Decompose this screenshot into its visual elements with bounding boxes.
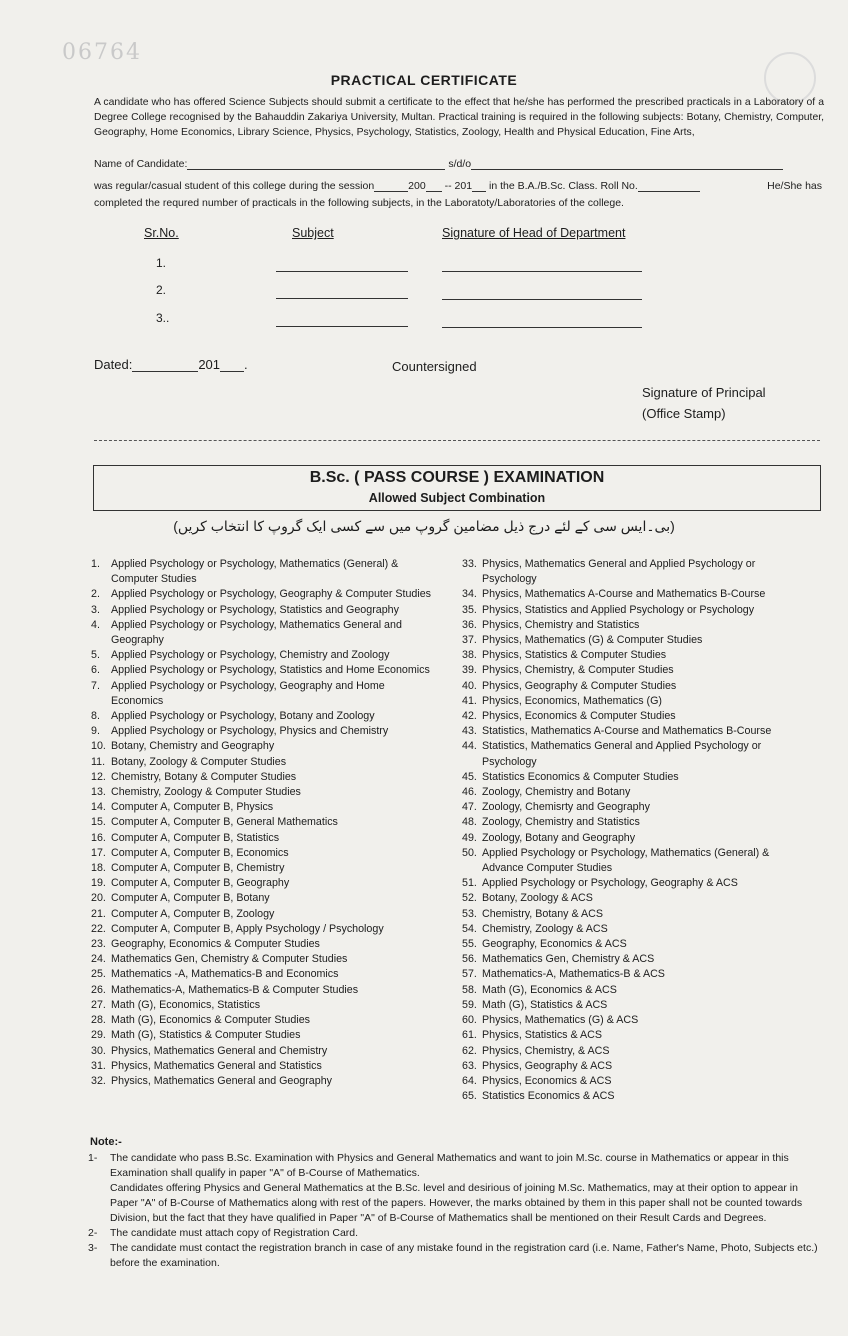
- sr-row-3: 3..: [156, 311, 170, 325]
- combination-item: [91, 815, 431, 830]
- combination-number: 42.: [462, 710, 477, 723]
- combination-item: [91, 967, 431, 982]
- combination-text: Physics, Mathematics General and Statistics: [111, 1059, 322, 1072]
- combination-item: [91, 922, 431, 937]
- combination-number: 1.: [91, 558, 100, 570]
- combination-number: 65.: [462, 1090, 477, 1103]
- principal-block: [642, 382, 766, 424]
- combination-text: Mathematics-A, Mathematics-B & Computer Studies: [111, 983, 359, 996]
- combination-item: [91, 876, 431, 891]
- completed-text: completed the requred number of practicals in the following subjects, in the Laboratoty/Laboratories of the college.: [94, 197, 624, 209]
- combination-item: [91, 770, 431, 785]
- combination-text: Physics, Economics & Computer Studies: [482, 710, 676, 723]
- combination-text: Botany, Zoology & ACS: [482, 892, 593, 905]
- combination-item: [91, 1059, 431, 1074]
- combination-item: [91, 755, 431, 770]
- combination-number: 15.: [91, 816, 106, 829]
- he-she-has-text: He/She has: [767, 180, 822, 192]
- combination-item: [91, 709, 431, 724]
- combination-text: Chemistry, Zoology & ACS: [482, 922, 608, 935]
- combination-number: 50.: [462, 846, 477, 859]
- subject-line-1[interactable]: [276, 271, 408, 272]
- combination-text: Applied Psychology or Psychology, Botany and Zoology: [111, 710, 375, 723]
- combination-text: Applied Psychology or Psychology, Mathematics (General) & Computer Studies: [111, 558, 399, 586]
- combination-text: Zoology, Chemisrty and Geography: [482, 801, 650, 814]
- combination-item: [462, 739, 802, 769]
- combination-number: 20.: [91, 892, 106, 905]
- note-number: 2-: [88, 1227, 98, 1239]
- combination-number: 6.: [91, 664, 100, 677]
- combination-number: 14.: [91, 801, 106, 814]
- combination-item: [462, 603, 802, 618]
- combination-item: [462, 1074, 802, 1089]
- col-signature: Signature of Head of Department: [442, 226, 626, 240]
- combination-item: [462, 937, 802, 952]
- combinations-left-column: [91, 557, 431, 1089]
- combination-item: [462, 663, 802, 678]
- combination-text: Zoology, Chemistry and Statistics: [482, 816, 640, 829]
- combination-number: 51.: [462, 877, 477, 890]
- combination-item: [91, 663, 431, 678]
- combination-number: 44.: [462, 740, 477, 753]
- combination-number: 9.: [91, 725, 100, 738]
- combination-item: [462, 587, 802, 602]
- combination-number: 28.: [91, 1014, 106, 1027]
- notes-heading: Note:-: [90, 1136, 122, 1148]
- combination-number: 23.: [91, 938, 106, 951]
- combination-number: 7.: [91, 679, 100, 692]
- combination-text: Math (G), Economics, Statistics: [111, 998, 261, 1011]
- combination-text: Applied Psychology or Psychology, Chemistry and Zoology: [111, 649, 390, 662]
- combination-text: Statistics Economics & Computer Studies: [482, 770, 679, 783]
- combination-item: [462, 998, 802, 1013]
- combination-number: 30.: [91, 1044, 106, 1057]
- combination-item: [462, 557, 802, 587]
- combination-number: 2.: [91, 588, 100, 601]
- combination-text: Applied Psychology or Psychology, Physics and Chemistry: [111, 725, 389, 738]
- combination-item: [462, 785, 802, 800]
- combination-number: 56.: [462, 953, 477, 966]
- combination-text: Applied Psychology or Psychology, Statistics and Home Economics: [111, 664, 430, 677]
- name-field[interactable]: [187, 158, 445, 170]
- combination-number: 19.: [91, 877, 106, 890]
- sr-row-1: 1.: [156, 256, 167, 270]
- combination-text: Applied Psychology or Psychology, Geography & Computer Studies: [111, 588, 432, 601]
- combination-text: Physics, Mathematics General and Applied Psychology or Psychology: [482, 558, 756, 586]
- combination-text: Computer A, Computer B, Zoology: [111, 907, 275, 920]
- note-number: 3-: [88, 1242, 98, 1254]
- combination-item: [91, 891, 431, 906]
- note-text: [110, 1151, 818, 1226]
- combination-text: Computer A, Computer B, Economics: [111, 846, 289, 859]
- combination-number: 58.: [462, 983, 477, 996]
- sr-row-2: 2.: [156, 283, 167, 297]
- combination-number: 27.: [91, 998, 106, 1011]
- combination-number: 12.: [91, 770, 106, 783]
- note-paragraph: Candidates offering Physics and General Mathematics at the B.Sc. level and desirious of joining M.Sc. Mathematics, may at their option to appear in Paper "A" of B-Course of Mathematics along with rest of the papers. However, the marks obtained by them in this paper shall not be counted towards Division, but the fact that they have qualified in Paper "A" of B-Course of Mathematics shall be mentioned on their Result Cards and Degrees.: [110, 1182, 803, 1224]
- combination-text: Physics, Chemistry, & ACS: [482, 1044, 610, 1057]
- combination-number: 41.: [462, 694, 477, 707]
- office-stamp-label: (Office Stamp): [642, 406, 726, 421]
- combination-item: [462, 846, 802, 876]
- combination-text: Physics, Statistics & ACS: [482, 1029, 602, 1042]
- combination-text: Computer A, Computer B, Statistics: [111, 831, 280, 844]
- combination-item: [91, 861, 431, 876]
- combination-text: Statistics Economics & ACS: [482, 1090, 615, 1103]
- combination-number: 59.: [462, 998, 477, 1011]
- combination-text: Math (G), Economics & Computer Studies: [111, 1014, 310, 1027]
- combination-number: 38.: [462, 649, 477, 662]
- combination-text: Applied Psychology or Psychology, Geography & ACS: [482, 877, 738, 890]
- combinations-right-column: [462, 557, 802, 1104]
- combination-item: [462, 618, 802, 633]
- combination-number: 33.: [462, 558, 477, 570]
- combination-number: 63.: [462, 1059, 477, 1072]
- combination-number: 61.: [462, 1029, 477, 1042]
- combination-number: 64.: [462, 1074, 477, 1087]
- note-paragraph: The candidate must contact the registration branch in case of any mistake found in the registration card (i.e. Name, Father's Name, Photo, Subjects etc.) before the examination.: [110, 1242, 818, 1269]
- note-paragraph: The candidate who pass B.Sc. Examination with Physics and General Mathematics and want to join M.Sc. course in Mathematics or appear in this Examination shall qualify in paper "A" of B-Course of Mathematics.: [110, 1152, 789, 1179]
- combination-text: Math (G), Statistics & ACS: [482, 998, 608, 1011]
- combination-item: [91, 557, 431, 587]
- year-field[interactable]: [220, 359, 244, 372]
- combination-text: Physics, Mathematics A-Course and Mathematics B-Course: [482, 588, 766, 601]
- combination-number: 29.: [91, 1029, 106, 1042]
- note-text: [110, 1226, 818, 1241]
- combination-text: Physics, Geography & Computer Studies: [482, 679, 677, 692]
- countersigned-label: Countersigned: [392, 359, 477, 374]
- combination-item: [91, 952, 431, 967]
- combination-text: Math (G), Economics & ACS: [482, 983, 617, 996]
- note-number: 1-: [88, 1152, 98, 1164]
- combination-number: 40.: [462, 679, 477, 692]
- year2-field[interactable]: [472, 180, 486, 192]
- note-text: [110, 1241, 818, 1271]
- combination-text: Botany, Zoology & Computer Studies: [111, 755, 287, 768]
- combination-item: [462, 815, 802, 830]
- sdo-label: s/d/o: [448, 158, 472, 170]
- session-text: was regular/casual student of this college during the session: [94, 180, 375, 192]
- subject-line-3[interactable]: [276, 326, 408, 327]
- combination-text: Physics, Mathematics General and Chemistry: [111, 1044, 328, 1057]
- year1-field[interactable]: [426, 180, 442, 192]
- combination-number: 39.: [462, 664, 477, 677]
- combination-text: Math (G), Statistics & Computer Studies: [111, 1029, 301, 1042]
- exam-title-box: [93, 465, 821, 511]
- combination-text: Applied Psychology or Psychology, Geography and Home Economics: [111, 679, 385, 707]
- combination-number: 10.: [91, 740, 106, 753]
- combination-item: [91, 1044, 431, 1059]
- combination-text: Chemistry, Botany & Computer Studies: [111, 770, 297, 783]
- session-blank[interactable]: [374, 180, 408, 192]
- combination-number: 34.: [462, 588, 477, 601]
- intro-paragraph: A candidate who has offered Science Subjects should submit a certificate to the effect that he/she has performed the prescribed practicals in a Laboratory of a Degree College recognised by the Bahauddin Zakariya University, Multan. Practical training is required in the following subjects: Botany, Chemistry, Computer, Geography, Home Economics, Library Science, Physics, Psychology, Statistics, Zoology, Health and Physical Education, Fine Arts,: [94, 97, 824, 138]
- combination-number: 18.: [91, 862, 106, 875]
- combination-item: [462, 907, 802, 922]
- note-item: [88, 1226, 818, 1241]
- combination-item: [91, 587, 431, 602]
- combination-text: Chemistry, Botany & ACS: [482, 907, 603, 920]
- combination-number: 45.: [462, 770, 477, 783]
- combination-text: Physics, Chemistry, & Computer Studies: [482, 664, 674, 677]
- combination-text: Physics, Mathematics (G) & Computer Studies: [482, 634, 703, 647]
- combination-number: 21.: [91, 907, 106, 920]
- combination-item: [462, 1013, 802, 1028]
- combination-text: Applied Psychology or Psychology, Mathematics General and Geography: [111, 618, 402, 647]
- combination-text: Botany, Chemistry and Geography: [111, 740, 275, 753]
- combination-item: [91, 1074, 431, 1089]
- combination-number: 47.: [462, 801, 477, 814]
- session-row: [94, 180, 820, 192]
- combination-text: Physics, Economics & ACS: [482, 1074, 612, 1087]
- combination-text: Applied Psychology or Psychology, Statistics and Geography: [111, 603, 399, 616]
- combination-item: [462, 831, 802, 846]
- roll-no-field[interactable]: [638, 180, 700, 192]
- combination-text: Physics, Economics, Mathematics (G): [482, 694, 662, 707]
- combination-number: 37.: [462, 634, 477, 647]
- combination-item: [462, 952, 802, 967]
- combination-number: 4.: [91, 618, 100, 631]
- combination-number: 32.: [91, 1074, 106, 1087]
- combination-number: 53.: [462, 907, 477, 920]
- combination-number: 52.: [462, 892, 477, 905]
- combination-number: 54.: [462, 922, 477, 935]
- combination-text: Mathematics-A, Mathematics-B & ACS: [482, 968, 665, 981]
- combination-item: [91, 998, 431, 1013]
- signature-line-1[interactable]: [442, 271, 642, 272]
- class-text: in the B.A./B.Sc. Class. Roll No.: [489, 180, 638, 192]
- combination-item: [91, 618, 431, 648]
- combination-number: 24.: [91, 953, 106, 966]
- cut-line: [94, 440, 820, 441]
- col-sr-no: Sr.No.: [144, 226, 179, 240]
- combination-item: [462, 1044, 802, 1059]
- exam-title: B.Sc. ( PASS COURSE ) EXAMINATION: [309, 469, 605, 486]
- combination-item: [462, 983, 802, 998]
- combination-text: Computer A, Computer B, Botany: [111, 892, 270, 905]
- combination-text: Geography, Economics & ACS: [482, 938, 627, 951]
- combination-number: 22.: [91, 922, 106, 935]
- combination-item: [462, 679, 802, 694]
- combination-item: [91, 648, 431, 663]
- session-year2: 201: [454, 180, 473, 192]
- combination-number: 11.: [91, 755, 106, 768]
- combination-text: Computer A, Computer B, General Mathematics: [111, 816, 338, 829]
- combination-item: [462, 891, 802, 906]
- dated-row: [94, 357, 248, 372]
- combination-number: 55.: [462, 938, 477, 951]
- combination-number: 25.: [91, 968, 106, 981]
- name-label: Name of Candidate:: [94, 158, 188, 170]
- combination-item: [462, 709, 802, 724]
- combination-text: Physics, Mathematics General and Geography: [111, 1074, 332, 1087]
- combination-item: [91, 937, 431, 952]
- combination-item: [462, 770, 802, 785]
- exam-subtitle: Allowed Subject Combination: [368, 491, 546, 505]
- combination-item: [91, 739, 431, 754]
- combination-number: 35.: [462, 603, 477, 616]
- combination-text: Zoology, Chemistry and Botany: [482, 786, 631, 799]
- session-year1: 200: [408, 180, 426, 192]
- combination-text: Computer A, Computer B, Apply Psychology / Psychology: [111, 922, 384, 935]
- combination-number: 3.: [91, 603, 100, 616]
- combination-text: Computer A, Computer B, Geography: [111, 877, 290, 890]
- combination-item: [91, 1028, 431, 1043]
- subject-line-2[interactable]: [276, 298, 408, 299]
- combination-text: Mathematics Gen, Chemistry & ACS: [482, 953, 655, 966]
- combination-text: Physics, Chemistry and Statistics: [482, 618, 640, 631]
- combination-item: [462, 967, 802, 982]
- combination-number: 31.: [91, 1059, 106, 1072]
- combination-item: [91, 907, 431, 922]
- combination-text: Computer A, Computer B, Chemistry: [111, 862, 285, 875]
- combination-text: Physics, Mathematics (G) & ACS: [482, 1014, 639, 1027]
- combination-number: 5.: [91, 649, 100, 662]
- combination-item: [91, 831, 431, 846]
- combination-text: Chemistry, Zoology & Computer Studies: [111, 786, 301, 799]
- combination-item: [91, 983, 431, 998]
- combination-text: Statistics, Mathematics A-Course and Mathematics B-Course: [482, 725, 772, 738]
- combination-text: Statistics, Mathematics General and Applied Psychology or Psychology: [482, 740, 762, 768]
- combination-text: Mathematics -A, Mathematics-B and Economics: [111, 968, 339, 981]
- combination-number: 43.: [462, 725, 477, 738]
- combination-text: Physics, Statistics & Computer Studies: [482, 649, 667, 662]
- combination-item: [462, 694, 802, 709]
- combination-text: Applied Psychology or Psychology, Mathematics (General) & Advance Computer Studies: [482, 846, 770, 875]
- signature-line-3[interactable]: [442, 327, 642, 328]
- combination-text: Physics, Statistics and Applied Psychology or Psychology: [482, 603, 755, 616]
- combination-text: Physics, Geography & ACS: [482, 1059, 613, 1072]
- combination-number: 16.: [91, 831, 106, 844]
- date-field[interactable]: [132, 359, 198, 372]
- principal-signature-label: Signature of Principal: [642, 385, 766, 400]
- note-item: [88, 1241, 818, 1271]
- combination-item: [462, 1089, 802, 1104]
- combination-item: [462, 1028, 802, 1043]
- combination-number: 49.: [462, 831, 477, 844]
- combination-number: 17.: [91, 846, 106, 859]
- combination-number: 8.: [91, 710, 100, 723]
- combination-item: [91, 785, 431, 800]
- combination-number: 57.: [462, 968, 477, 981]
- combination-item: [91, 724, 431, 739]
- combination-number: 60.: [462, 1014, 477, 1027]
- combination-text: Mathematics Gen, Chemistry & Computer Studies: [111, 953, 348, 966]
- combination-item: [462, 648, 802, 663]
- combination-number: 62.: [462, 1044, 477, 1057]
- combination-number: 26.: [91, 983, 106, 996]
- page-title: PRACTICAL CERTIFICATE: [330, 72, 518, 88]
- combination-number: 46.: [462, 786, 477, 799]
- notes-list: [88, 1151, 818, 1271]
- urdu-instruction: (بی۔ایس سی کے لئے درج ذیل مضامین گروپ میں سے کسی ایک گروپ کا انتخاب کریں): [173, 518, 675, 534]
- combination-number: 36.: [462, 618, 477, 631]
- combination-text: Zoology, Botany and Geography: [482, 831, 636, 844]
- dated-period: .: [244, 357, 248, 372]
- form-number: 06764: [62, 40, 142, 65]
- combination-number: 13.: [91, 786, 106, 799]
- combination-item: [91, 603, 431, 618]
- combination-item: [462, 724, 802, 739]
- combination-item: [91, 800, 431, 815]
- combination-item: [91, 846, 431, 861]
- combination-item: [462, 800, 802, 815]
- session-dash: --: [444, 180, 452, 192]
- combination-item: [462, 876, 802, 891]
- note-item: [88, 1151, 818, 1226]
- col-subject: Subject: [292, 226, 334, 240]
- combination-item: [91, 679, 431, 709]
- combination-item: [462, 1059, 802, 1074]
- note-paragraph: The candidate must attach copy of Registration Card.: [110, 1227, 359, 1239]
- dated-label: Dated:: [94, 357, 133, 372]
- combination-item: [91, 1013, 431, 1028]
- signature-line-2[interactable]: [442, 299, 642, 300]
- parent-name-field[interactable]: [471, 158, 783, 170]
- combination-item: [462, 633, 802, 648]
- dated-year: 201: [198, 357, 221, 372]
- combination-number: 48.: [462, 816, 477, 829]
- combination-text: Computer A, Computer B, Physics: [111, 801, 274, 814]
- combination-text: Geography, Economics & Computer Studies: [111, 938, 320, 951]
- combination-item: [462, 922, 802, 937]
- name-row: [94, 158, 783, 170]
